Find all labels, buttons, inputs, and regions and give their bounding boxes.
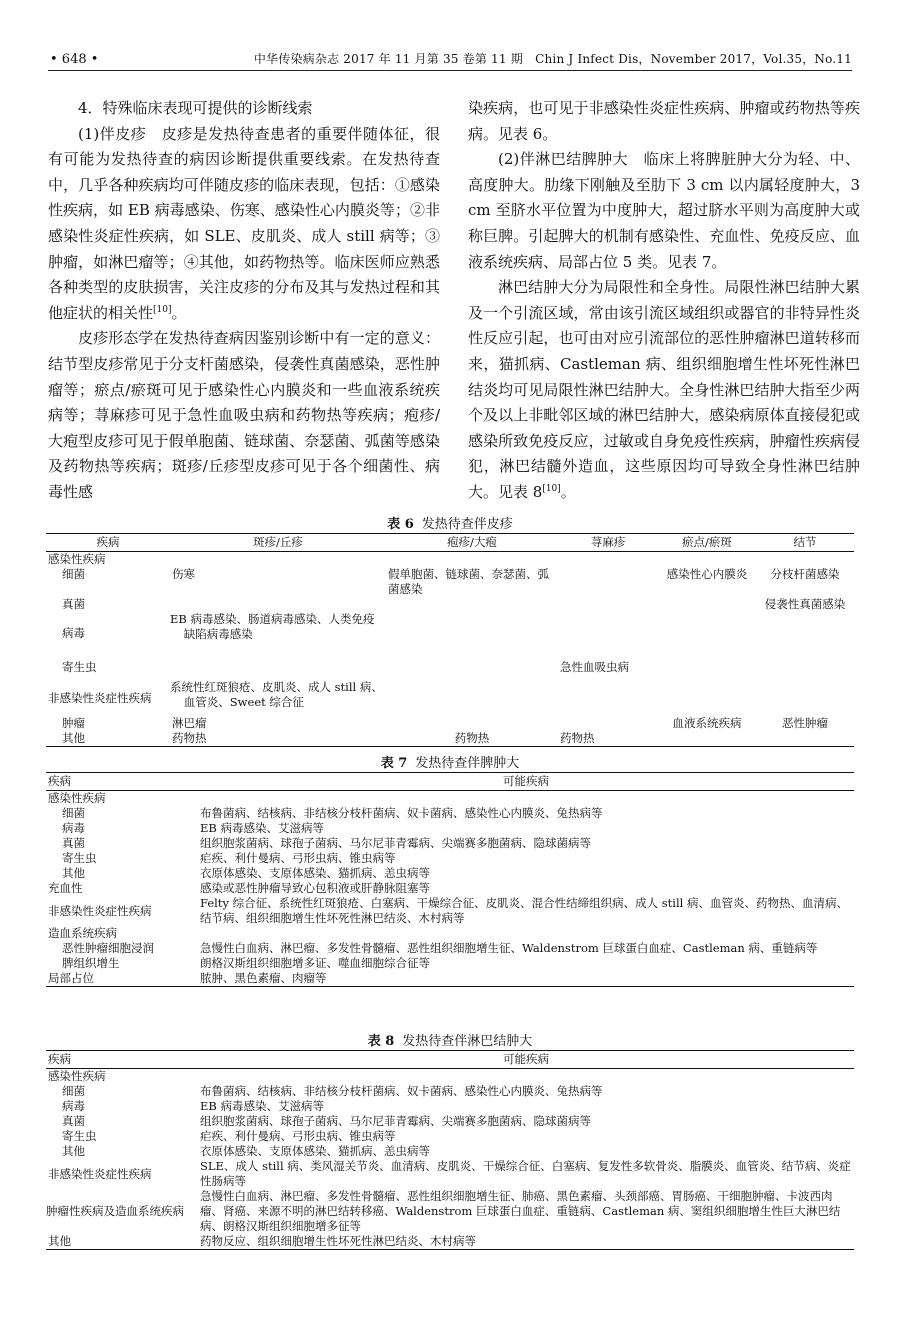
- table-cell: 急性血吸虫病: [560, 659, 629, 674]
- table-row: [46, 716, 854, 731]
- table-row: [46, 567, 854, 597]
- journal-header: 中华传染病杂志 2017 年 11 月第 35 卷第 11 期 Chin J Infect Dis，November 2017，Vol.35，No.11: [253, 52, 852, 66]
- table-cell: 分枝杆菌感染: [770, 567, 840, 581]
- table-cell: 衣原体感染、支原体感染、猫抓病、恙虫病等: [200, 866, 430, 880]
- table-cell: 组织胞浆菌病、球孢子菌病、马尔尼菲青霉病、尖端赛多胞菌病、隐球菌病等: [200, 1114, 591, 1128]
- citation: [10]: [153, 304, 172, 315]
- row-label: 肿瘤性疾病及造血系统疾病: [46, 1204, 184, 1218]
- row-label: 充血性: [48, 881, 83, 895]
- table-8-grid: [46, 1050, 854, 1250]
- header-rule: [48, 70, 852, 71]
- paragraph-rash-text: (1)伴皮疹 皮疹是发热待查患者的重要伴随体征，很有可能为发热待查的病因诊断提供重要线索。在发热待查中，几乎各种疾病均可伴随皮疹的临床表现，包括：①感染性疾病，如 EB 病毒感染、伤寒、感染性心内膜炎等；②非感染性炎症性疾病，如 SLE、皮肌炎、成人 still 病等；③肿瘤，如淋巴瘤等；④其他，如药物热等。临床医师应熟悉各种类型的皮肤损害，关注皮疹的分布及其与发热过程和其他症状的相关性: [48, 124, 440, 322]
- table-header-cell: 疾病: [46, 1051, 198, 1069]
- table-header-cell: 结节: [756, 534, 854, 552]
- table-7: [46, 755, 854, 987]
- row-label: 肿瘤: [62, 716, 85, 730]
- table-6-grid: [46, 533, 854, 747]
- table-row: [46, 612, 854, 654]
- table-row: [46, 941, 854, 956]
- row-label: 感染性疾病: [48, 1069, 106, 1083]
- table-6-title: 发热待查伴皮疹: [421, 517, 513, 532]
- paragraph-splenomegaly: (2)伴淋巴结脾肿大 临床上将脾脏肿大分为轻、中、高度肿大。肋缘下刚触及至肋下 3 cm 以内属轻度肿大，3 cm 至脐水平位置为中度肿大，超过脐水平则为高度肿大或称巨脾。引起脾大的机制有感染性、充血性、免疫反应、血液系统疾病、局部占位 5 类。见表 7。: [468, 150, 860, 271]
- table-row: [46, 552, 854, 568]
- table-header-cell: 荨麻疹: [558, 534, 658, 552]
- row-label: 其他: [62, 866, 85, 880]
- row-label: 寄生虫: [62, 1129, 97, 1143]
- row-label: 其他: [46, 731, 170, 747]
- row-label: 恶性肿瘤细胞浸润: [62, 941, 154, 955]
- table-7-caption: [46, 755, 854, 772]
- row-label: 局部占位: [46, 971, 198, 987]
- row-label: 非感染性炎症性疾病: [48, 903, 152, 918]
- right-column: [468, 96, 860, 506]
- table-8-caption: [46, 1033, 854, 1050]
- section-title: 4．特殊临床表现可提供的诊断线索: [78, 99, 313, 117]
- table-header-cell: 可能疾病: [198, 1051, 854, 1069]
- table-7-title: 发热待查伴脾肿大: [415, 756, 520, 771]
- row-label: 细菌: [62, 567, 85, 581]
- table-7-grid: [46, 772, 854, 987]
- paragraph-end: 。: [171, 303, 187, 322]
- row-label: 造血系统疾病: [48, 926, 117, 940]
- table-header-cell: 斑疹/丘疹: [170, 534, 386, 552]
- table-8-label: 表 8: [367, 1034, 395, 1049]
- row-label: 寄生虫: [62, 659, 97, 674]
- table-cell: 组织胞浆菌病、球孢子菌病、马尔尼菲青霉病、尖端赛多胞菌病、隐球菌病等: [200, 836, 591, 850]
- table-8: [46, 1033, 854, 1250]
- table-row: [46, 821, 854, 836]
- table-cell: EB 病毒感染、肠道病毒感染、人类免疫缺陷病毒感染: [170, 612, 375, 641]
- table-row: [46, 1159, 854, 1189]
- table-header-cell: 瘀点/瘀斑: [658, 534, 756, 552]
- table-cell: Felty 综合征、系统性红斑狼疮、白塞病、干燥综合征、皮肌炎、混合性结缔组织病、成人 still 病、血管炎、药物热、血清病、结节病、组织细胞增生性坏死性淋巴结炎、木村病等: [200, 896, 848, 925]
- table-row: [46, 806, 854, 821]
- table-row: [46, 881, 854, 896]
- table-6: [46, 516, 854, 747]
- table-row: [46, 896, 854, 926]
- table-row: [46, 1144, 854, 1159]
- table-row: [46, 731, 854, 747]
- table-header-cell: 疾病: [46, 534, 170, 552]
- page-number: • 648 •: [50, 52, 99, 67]
- row-label: 真菌: [62, 1114, 85, 1128]
- row-label: 非感染性炎症性疾病: [48, 1166, 152, 1181]
- table-cell: 疟疾、利什曼病、弓形虫病、锥虫病等: [200, 851, 396, 865]
- row-label: 脾组织增生: [62, 956, 120, 970]
- table-row: [46, 926, 854, 941]
- table-row: [46, 1114, 854, 1129]
- table-cell: 伤寒: [172, 567, 195, 581]
- table-row: [46, 1069, 854, 1085]
- row-label: 感染性疾病: [48, 552, 106, 566]
- table-row: [46, 654, 854, 680]
- table-row: [46, 866, 854, 881]
- table-cell: EB 病毒感染、艾滋病等: [200, 821, 325, 835]
- table-cell: 药物热: [386, 731, 558, 747]
- table-6-label: 表 6: [387, 517, 414, 532]
- table-7-label: 表 7: [380, 756, 408, 771]
- table-8-title: 发热待查伴淋巴结肿大: [402, 1034, 533, 1049]
- table-cell: EB 病毒感染、艾滋病等: [200, 1099, 325, 1113]
- table-cell: 布鲁菌病、结核病、非结核分枝杆菌病、奴卡菌病、感染性心内膜炎、兔热病等: [200, 1084, 603, 1098]
- table-cell: 淋巴瘤: [172, 716, 207, 730]
- table-row: [46, 971, 854, 987]
- table-cell: 感染或恶性肿瘤导致心包积液或肝静脉阻塞等: [200, 881, 430, 895]
- table-header-cell: 疱疹/大疱: [386, 534, 558, 552]
- row-label: 感染性疾病: [48, 791, 106, 805]
- table-6-caption: [46, 516, 854, 533]
- table-cell: 脓肿、黑色素瘤、肉瘤等: [198, 971, 854, 987]
- row-label: 寄生虫: [62, 851, 97, 865]
- table-row: [46, 836, 854, 851]
- row-label: 细菌: [62, 806, 85, 820]
- row-label: 细菌: [62, 1084, 85, 1098]
- paragraph-rash-morphology-cont: 染疾病，也可见于非感染性炎症性疾病、肿瘤或药物热等疾病。见表 6。: [468, 99, 860, 143]
- table-cell: 药物热: [558, 731, 658, 747]
- table-header-cell: 可能疾病: [198, 773, 854, 791]
- table-cell: [558, 567, 658, 597]
- table-row: [46, 680, 854, 716]
- table-row: [46, 791, 854, 807]
- table-cell: 急慢性白血病、淋巴瘤、多发性骨髓瘤、恶性组织细胞增生征、肺癌、黑色素瘤、头颈部癌、胃肠癌、干细胞肿瘤、卡波西肉瘤、肾癌、来源不明的淋巴结转移癌、Waldenstrom 巨球蛋白血症、重链病、Castleman 病、窦组织细胞增生性巨大淋巴结病、朗格汉斯组织细胞增多征等: [200, 1189, 841, 1233]
- row-label: 真菌: [62, 597, 85, 611]
- table-cell: 侵袭性真菌感染: [764, 597, 846, 611]
- table-cell: SLE、成人 still 病、类风湿关节炎、血清病、皮肌炎、干燥综合征、白塞病、复发性多软骨炎、脂膜炎、血管炎、结节病、炎症性肠病等: [200, 1159, 851, 1188]
- table-cell: 血液系统疾病: [672, 716, 742, 730]
- table-row: [46, 1084, 854, 1099]
- table-cell: 假单胞菌、链球菌、奈瑟菌、弧菌感染: [388, 567, 549, 596]
- table-row: [46, 597, 854, 612]
- row-label: 病毒: [62, 1099, 85, 1113]
- table-cell: 衣原体感染、支原体感染、猫抓病、恙虫病等: [200, 1144, 430, 1158]
- paragraph-lymphadenopathy: [468, 275, 860, 505]
- table-cell: 急慢性白血病、淋巴瘤、多发性骨髓瘤、恶性组织细胞增生征、Waldenstrom 巨球蛋白血症、Castleman 病、重链病等: [200, 941, 818, 955]
- paragraph-lymph-text: 淋巴结肿大分为局限性和全身性。局限性淋巴结肿大累及一个引流区域，常由该引流区域组织或器官的非特异性炎性反应引起，也可由对应引流部位的恶性肿瘤淋巴道转移而来，猫抓病、Castleman 病、组织细胞增生性坏死性淋巴结炎均可见局限性淋巴结肿大。全身性淋巴结肿大指至少两个及以上非毗邻区域的淋巴结肿大，感染病原体直接侵犯或感染所致免疫反应，过敏或自身免疫性疾病，肿瘤性疾病侵犯，淋巴结髓外造血，这些原因均可导致全身性淋巴结肿大。见表 8: [468, 278, 860, 501]
- table-cell: 疟疾、利什曼病、弓形虫病、锥虫病等: [200, 1129, 396, 1143]
- table-cell: 药物反应、组织细胞增生性坏死性淋巴结炎、木村病等: [198, 1234, 854, 1250]
- table-cell: 布鲁菌病、结核病、非结核分枝杆菌病、奴卡菌病、感染性心内膜炎、兔热病等: [200, 806, 603, 820]
- paragraph-end: 。: [560, 482, 576, 501]
- table-row: [46, 851, 854, 866]
- left-column: [48, 96, 440, 506]
- table-cell: 系统性红斑狼疮、皮肌炎、成人 still 病、血管炎、Sweet 综合征: [170, 680, 383, 709]
- table-cell: 恶性肿瘤: [782, 716, 828, 730]
- row-label: 病毒: [62, 625, 85, 640]
- row-label: 其他: [46, 1234, 198, 1250]
- table-row: [46, 1129, 854, 1144]
- paragraph-rash: [48, 122, 440, 327]
- table-row: [46, 1099, 854, 1114]
- table-row: [46, 1234, 854, 1250]
- table-header-cell: 疾病: [46, 773, 198, 791]
- paragraph-rash-morphology: 皮疹形态学在发热待查病因鉴别诊断中有一定的意义：结节型皮疹常见于分支杆菌感染，侵袭性真菌感染，恶性肿瘤等；瘀点/瘀斑可见于感染性心内膜炎和一些血液系统疾病等；荨麻疹可见于急性血吸虫病和药物热等疾病；疱疹/大疱型皮疹可见于假单胞菌、链球菌、奈瑟菌、弧菌等感染及药物热等疾病；斑疹/丘疹型皮疹可见于各个细菌性、病毒性感: [48, 329, 440, 501]
- citation: [10]: [542, 483, 561, 494]
- row-label: 其他: [62, 1144, 85, 1158]
- table-cell: 朗格汉斯组织细胞增多证、噬血细胞综合征等: [200, 956, 430, 970]
- row-label: 真菌: [62, 836, 85, 850]
- row-label: 病毒: [62, 821, 85, 835]
- table-row: [46, 956, 854, 971]
- table-row: [46, 1189, 854, 1234]
- table-cell: 感染性心内膜炎: [666, 567, 748, 581]
- table-cell: 药物热: [170, 731, 386, 747]
- row-label: 非感染性炎症性疾病: [48, 690, 152, 705]
